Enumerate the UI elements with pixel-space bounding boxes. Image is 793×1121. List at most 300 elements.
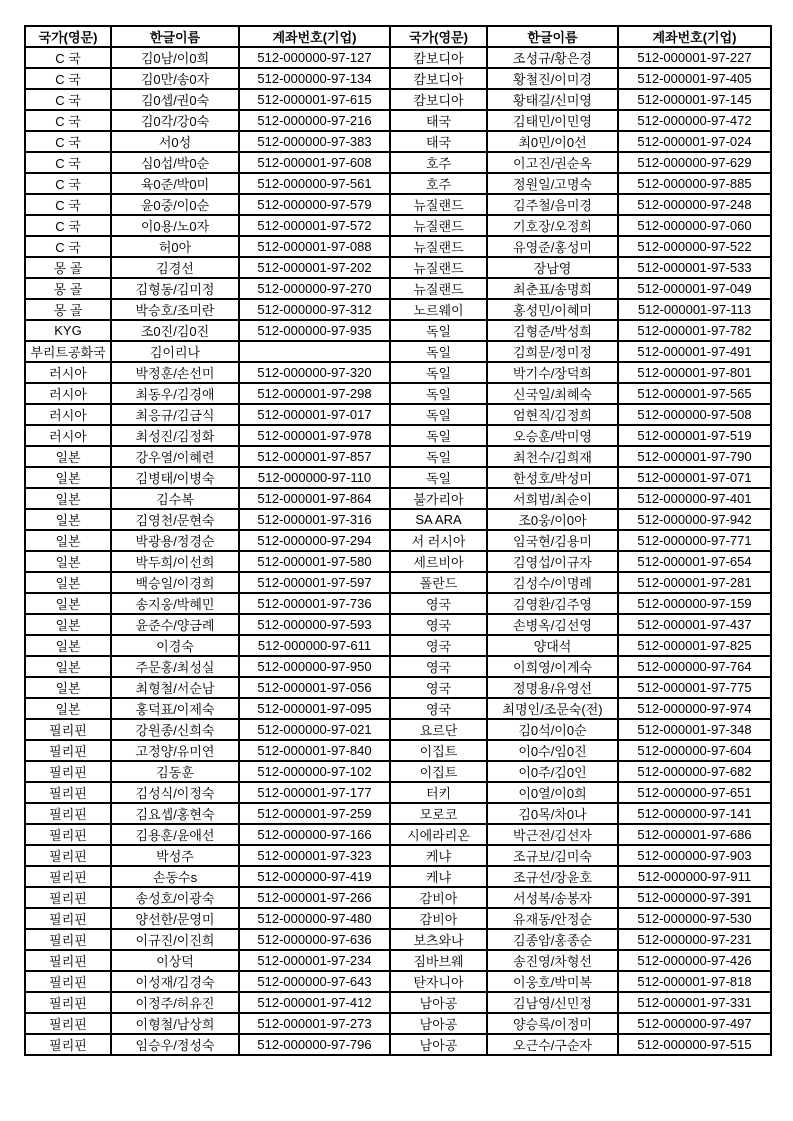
- country-cell: C 국: [25, 110, 111, 131]
- name-cell: 홍성민/이혜미: [487, 299, 618, 320]
- name-cell: 김형동/김미정: [111, 278, 239, 299]
- name-cell: 최천수/김희재: [487, 446, 618, 467]
- country-cell: 일본: [25, 446, 111, 467]
- table-row: [25, 908, 771, 929]
- name-cell: 최0민/이0선: [487, 131, 618, 152]
- account-cell: 512-000000-97-110: [239, 467, 390, 488]
- account-cell: 512-000001-97-412: [239, 992, 390, 1013]
- country-cell: C 국: [25, 89, 111, 110]
- name-cell: 최형철/서순남: [111, 677, 239, 698]
- account-cell: 512-000001-97-608: [239, 152, 390, 173]
- account-cell: 512-000001-97-825: [618, 635, 771, 656]
- name-cell: 육0준/박0미: [111, 173, 239, 194]
- name-cell: 김남영/신민정: [487, 992, 618, 1013]
- country-cell: KYG: [25, 320, 111, 341]
- country-cell: 호주: [390, 152, 487, 173]
- account-cell: 512-000001-97-227: [618, 47, 771, 68]
- country-cell: 일본: [25, 572, 111, 593]
- country-cell: 이집트: [390, 761, 487, 782]
- account-cell: 512-000000-97-611: [239, 635, 390, 656]
- country-cell: 폴란드: [390, 572, 487, 593]
- table-row: [25, 635, 771, 656]
- country-cell: C 국: [25, 215, 111, 236]
- name-cell: 김이리나: [111, 341, 239, 362]
- country-cell: 독일: [390, 320, 487, 341]
- country-cell: 탄자니아: [390, 971, 487, 992]
- name-cell: 조0웅/이0아: [487, 509, 618, 530]
- account-cell: 512-000001-97-049: [618, 278, 771, 299]
- country-cell: 케냐: [390, 845, 487, 866]
- table-row: [25, 236, 771, 257]
- name-cell: 황철진/이미경: [487, 68, 618, 89]
- name-cell: 박성주: [111, 845, 239, 866]
- name-cell: 허0아: [111, 236, 239, 257]
- name-cell: 이0수/임0진: [487, 740, 618, 761]
- country-cell: 케냐: [390, 866, 487, 887]
- account-cell: [239, 341, 390, 362]
- name-cell: 이성재/김경숙: [111, 971, 239, 992]
- account-cell: 512-000001-97-686: [618, 824, 771, 845]
- country-cell: 영국: [390, 593, 487, 614]
- name-cell: 최춘표/송명희: [487, 278, 618, 299]
- account-cell: 512-000000-97-643: [239, 971, 390, 992]
- country-cell: 뉴질랜드: [390, 236, 487, 257]
- country-cell: 남아공: [390, 1034, 487, 1055]
- account-cell: 512-000001-97-840: [239, 740, 390, 761]
- name-cell: 최동우/김경애: [111, 383, 239, 404]
- country-cell: 일본: [25, 656, 111, 677]
- name-cell: 김주철/음미경: [487, 194, 618, 215]
- country-cell: 세르비아: [390, 551, 487, 572]
- account-cell: 512-000001-97-177: [239, 782, 390, 803]
- name-cell: 박승호/조미란: [111, 299, 239, 320]
- country-cell: 필리핀: [25, 950, 111, 971]
- name-cell: 오승훈/박미영: [487, 425, 618, 446]
- account-cell: 512-000001-97-266: [239, 887, 390, 908]
- account-cell: 512-000000-97-950: [239, 656, 390, 677]
- table-row: [25, 593, 771, 614]
- account-cell: 512-000001-97-056: [239, 677, 390, 698]
- country-cell: 필리핀: [25, 1013, 111, 1034]
- country-cell: 캄보디아: [390, 47, 487, 68]
- country-cell: C 국: [25, 236, 111, 257]
- table-row: [25, 320, 771, 341]
- name-cell: 강우열/이혜련: [111, 446, 239, 467]
- table-row: [25, 698, 771, 719]
- name-cell: 이상덕: [111, 950, 239, 971]
- account-cell: 512-000000-97-629: [618, 152, 771, 173]
- account-cell: 512-000001-97-801: [618, 362, 771, 383]
- table-row: [25, 110, 771, 131]
- name-cell: 이0용/노0자: [111, 215, 239, 236]
- country-cell: 독일: [390, 362, 487, 383]
- name-cell: 김경선: [111, 257, 239, 278]
- table-row: [25, 656, 771, 677]
- table-row: [25, 362, 771, 383]
- name-cell: 조규선/장윤호: [487, 866, 618, 887]
- country-cell: 시에라리온: [390, 824, 487, 845]
- country-cell: 필리핀: [25, 866, 111, 887]
- country-cell: 캄보디아: [390, 89, 487, 110]
- table-row: [25, 152, 771, 173]
- country-cell: 뉴질랜드: [390, 194, 487, 215]
- name-cell: 조0진/김0진: [111, 320, 239, 341]
- account-cell: 512-000001-97-790: [618, 446, 771, 467]
- country-cell: 뉴질랜드: [390, 278, 487, 299]
- name-cell: 김0목/차0나: [487, 803, 618, 824]
- table-row: [25, 530, 771, 551]
- name-cell: 윤0중/이0순: [111, 194, 239, 215]
- account-cell: 512-000001-97-654: [618, 551, 771, 572]
- name-cell: 김0남/이0희: [111, 47, 239, 68]
- account-cell: 512-000000-97-248: [618, 194, 771, 215]
- account-cell: 512-000000-97-134: [239, 68, 390, 89]
- country-cell: 필리핀: [25, 929, 111, 950]
- country-cell: 영국: [390, 677, 487, 698]
- country-cell: 불가리아: [390, 488, 487, 509]
- account-cell: 512-000001-97-024: [618, 131, 771, 152]
- table-row: [25, 719, 771, 740]
- name-cell: 주문홍/최성실: [111, 656, 239, 677]
- table-row: [25, 383, 771, 404]
- name-cell: 최응규/김금식: [111, 404, 239, 425]
- account-cell: 512-000000-97-320: [239, 362, 390, 383]
- name-cell: 신국일/최혜숙: [487, 383, 618, 404]
- name-cell: 윤준수/양금례: [111, 614, 239, 635]
- name-cell: 강원종/신희숙: [111, 719, 239, 740]
- name-cell: 김영환/김주영: [487, 593, 618, 614]
- country-cell: 필리핀: [25, 845, 111, 866]
- name-cell: 박기수/장덕희: [487, 362, 618, 383]
- account-cell: 512-000000-97-294: [239, 530, 390, 551]
- account-cell: 512-000001-97-978: [239, 425, 390, 446]
- account-cell: 512-000001-97-071: [618, 467, 771, 488]
- country-cell: 뉴질랜드: [390, 215, 487, 236]
- country-cell: 필리핀: [25, 824, 111, 845]
- account-cell: 512-000001-97-736: [239, 593, 390, 614]
- account-cell: 512-000001-97-782: [618, 320, 771, 341]
- table-row: [25, 845, 771, 866]
- name-cell: 기호장/오정희: [487, 215, 618, 236]
- account-cell: 512-000001-97-298: [239, 383, 390, 404]
- account-cell: 512-000001-97-775: [618, 677, 771, 698]
- country-cell: 터키: [390, 782, 487, 803]
- table-row: [25, 971, 771, 992]
- account-cell: 512-000001-97-572: [239, 215, 390, 236]
- account-cell: 512-000001-97-202: [239, 257, 390, 278]
- account-cell: 512-000001-97-273: [239, 1013, 390, 1034]
- name-cell: 서성복/송봉자: [487, 887, 618, 908]
- name-cell: 박정훈/손선미: [111, 362, 239, 383]
- country-cell: 남아공: [390, 1013, 487, 1034]
- name-cell: 송성호/이광숙: [111, 887, 239, 908]
- account-cell: 512-000000-97-771: [618, 530, 771, 551]
- header-account-5: 계좌번호(기업): [618, 26, 771, 47]
- name-cell: 이경숙: [111, 635, 239, 656]
- name-cell: 김영섭/이규자: [487, 551, 618, 572]
- account-cell: 512-000001-97-088: [239, 236, 390, 257]
- account-cell: 512-000001-97-348: [618, 719, 771, 740]
- table-row: [25, 614, 771, 635]
- header-account-2: 계좌번호(기업): [239, 26, 390, 47]
- account-cell: 512-000001-97-580: [239, 551, 390, 572]
- country-cell: 모로코: [390, 803, 487, 824]
- country-cell: 몽 골: [25, 257, 111, 278]
- name-cell: 임국현/김용미: [487, 530, 618, 551]
- country-cell: 부리트공화국: [25, 341, 111, 362]
- table-row: [25, 278, 771, 299]
- account-cell: 512-000000-97-604: [618, 740, 771, 761]
- country-cell: 일본: [25, 614, 111, 635]
- account-cell: 512-000001-97-597: [239, 572, 390, 593]
- name-cell: 양선한/문영미: [111, 908, 239, 929]
- country-cell: 필리핀: [25, 761, 111, 782]
- account-cell: 512-000001-97-281: [618, 572, 771, 593]
- account-cell: 512-000000-97-141: [618, 803, 771, 824]
- country-cell: 캄보디아: [390, 68, 487, 89]
- country-cell: 필리핀: [25, 782, 111, 803]
- account-cell: 512-000000-97-561: [239, 173, 390, 194]
- account-cell: 512-000001-97-145: [618, 89, 771, 110]
- table-row: [25, 446, 771, 467]
- account-cell: 512-000001-97-259: [239, 803, 390, 824]
- country-cell: 일본: [25, 677, 111, 698]
- account-cell: 512-000001-97-113: [618, 299, 771, 320]
- country-cell: 보츠와나: [390, 929, 487, 950]
- name-cell: 송지웅/박혜민: [111, 593, 239, 614]
- name-cell: 김병태/이병숙: [111, 467, 239, 488]
- account-cell: 512-000001-97-017: [239, 404, 390, 425]
- country-cell: C 국: [25, 47, 111, 68]
- country-cell: 노르웨이: [390, 299, 487, 320]
- name-cell: 박두희/이선희: [111, 551, 239, 572]
- country-cell: 일본: [25, 635, 111, 656]
- country-cell: 일본: [25, 488, 111, 509]
- name-cell: 정원일/고명숙: [487, 173, 618, 194]
- table-row: [25, 215, 771, 236]
- account-cell: 512-000000-97-764: [618, 656, 771, 677]
- name-cell: 김형준/박성희: [487, 320, 618, 341]
- account-cell: 512-000000-97-497: [618, 1013, 771, 1034]
- country-cell: 독일: [390, 425, 487, 446]
- country-cell: 짐바브웨: [390, 950, 487, 971]
- table-row: [25, 929, 771, 950]
- country-cell: 몽 골: [25, 299, 111, 320]
- country-cell: 영국: [390, 614, 487, 635]
- account-cell: 512-000001-97-818: [618, 971, 771, 992]
- name-cell: 이웅호/박미복: [487, 971, 618, 992]
- table-row: [25, 509, 771, 530]
- account-cell: 512-000000-97-231: [618, 929, 771, 950]
- name-cell: 이형철/남상희: [111, 1013, 239, 1034]
- country-cell: 독일: [390, 467, 487, 488]
- account-cell: 512-000000-97-102: [239, 761, 390, 782]
- header-name-1: 한글이름: [111, 26, 239, 47]
- country-cell: 독일: [390, 383, 487, 404]
- country-cell: 러시아: [25, 362, 111, 383]
- name-cell: 김0만/송0자: [111, 68, 239, 89]
- account-cell: 512-000001-97-331: [618, 992, 771, 1013]
- name-cell: 김영천/문현숙: [111, 509, 239, 530]
- name-cell: 이규진/이진희: [111, 929, 239, 950]
- name-cell: 손병옥/김선영: [487, 614, 618, 635]
- name-cell: 이희영/이계숙: [487, 656, 618, 677]
- country-cell: 일본: [25, 698, 111, 719]
- name-cell: 양승록/이정미: [487, 1013, 618, 1034]
- table-row: [25, 404, 771, 425]
- country-cell: 러시아: [25, 383, 111, 404]
- account-cell: 512-000000-97-579: [239, 194, 390, 215]
- account-cell: 512-000000-97-530: [618, 908, 771, 929]
- table-row: [25, 1013, 771, 1034]
- country-cell: 태국: [390, 131, 487, 152]
- country-cell: 일본: [25, 509, 111, 530]
- account-cell: 512-000000-97-636: [239, 929, 390, 950]
- account-cell: 512-000000-97-480: [239, 908, 390, 929]
- country-cell: 일본: [25, 593, 111, 614]
- name-cell: 김성식/이정숙: [111, 782, 239, 803]
- header-row: [25, 26, 771, 47]
- account-cell: 512-000001-97-437: [618, 614, 771, 635]
- country-cell: 러시아: [25, 404, 111, 425]
- name-cell: 심0섭/박0순: [111, 152, 239, 173]
- account-cell: 512-000000-97-159: [618, 593, 771, 614]
- account-cell: 512-000000-97-021: [239, 719, 390, 740]
- account-cell: 512-000001-97-864: [239, 488, 390, 509]
- table-row: [25, 1034, 771, 1055]
- table-row: [25, 467, 771, 488]
- country-cell: 필리핀: [25, 887, 111, 908]
- country-cell: 독일: [390, 446, 487, 467]
- name-cell: 김희문/정미정: [487, 341, 618, 362]
- country-cell: SA ARA: [390, 509, 487, 530]
- table-row: [25, 950, 771, 971]
- account-cell: 512-000000-97-270: [239, 278, 390, 299]
- table-row: [25, 257, 771, 278]
- table-row: [25, 341, 771, 362]
- table-row: [25, 572, 771, 593]
- name-cell: 고정양/유미연: [111, 740, 239, 761]
- account-cell: 512-000001-97-323: [239, 845, 390, 866]
- table-row: [25, 803, 771, 824]
- name-cell: 이0열/이0희: [487, 782, 618, 803]
- table-row: [25, 488, 771, 509]
- account-cell: 512-000001-97-533: [618, 257, 771, 278]
- account-cell: 512-000000-97-166: [239, 824, 390, 845]
- name-cell: 김요셉/홍현숙: [111, 803, 239, 824]
- account-cell: 512-000000-97-903: [618, 845, 771, 866]
- country-cell: 필리핀: [25, 1034, 111, 1055]
- country-cell: 필리핀: [25, 740, 111, 761]
- country-cell: 감비아: [390, 887, 487, 908]
- country-cell: 영국: [390, 656, 487, 677]
- country-cell: 요르단: [390, 719, 487, 740]
- account-cell: 512-000000-97-426: [618, 950, 771, 971]
- name-cell: 최명인/조문숙(전): [487, 698, 618, 719]
- account-cell: 512-000000-97-401: [618, 488, 771, 509]
- name-cell: 엄현직/김정희: [487, 404, 618, 425]
- country-cell: C 국: [25, 131, 111, 152]
- name-cell: 김성수/이명례: [487, 572, 618, 593]
- table-row: [25, 47, 771, 68]
- name-cell: 손동수s: [111, 866, 239, 887]
- country-cell: 남아공: [390, 992, 487, 1013]
- name-cell: 서0성: [111, 131, 239, 152]
- country-cell: 이집트: [390, 740, 487, 761]
- name-cell: 이정주/허유진: [111, 992, 239, 1013]
- account-cell: 512-000001-97-615: [239, 89, 390, 110]
- account-cell: 512-000000-97-472: [618, 110, 771, 131]
- name-cell: 유재동/안정순: [487, 908, 618, 929]
- country-cell: 몽 골: [25, 278, 111, 299]
- account-cell: 512-000000-97-885: [618, 173, 771, 194]
- account-cell: 512-000001-97-405: [618, 68, 771, 89]
- name-cell: 백승일/이경희: [111, 572, 239, 593]
- account-cell: 512-000001-97-095: [239, 698, 390, 719]
- country-cell: 필리핀: [25, 719, 111, 740]
- table-row: [25, 425, 771, 446]
- header-name-4: 한글이름: [487, 26, 618, 47]
- name-cell: 조성규/황은경: [487, 47, 618, 68]
- account-cell: 512-000000-97-515: [618, 1034, 771, 1055]
- table-row: [25, 740, 771, 761]
- country-cell: 일본: [25, 551, 111, 572]
- table-row: [25, 194, 771, 215]
- name-cell: 양대석: [487, 635, 618, 656]
- account-cell: 512-000001-97-316: [239, 509, 390, 530]
- country-cell: 독일: [390, 341, 487, 362]
- account-cell: 512-000000-97-522: [618, 236, 771, 257]
- account-cell: 512-000000-97-508: [618, 404, 771, 425]
- table-row: [25, 677, 771, 698]
- name-cell: 홍덕표/이제숙: [111, 698, 239, 719]
- account-cell: 512-000000-97-593: [239, 614, 390, 635]
- account-cell: 512-000001-97-857: [239, 446, 390, 467]
- country-cell: C 국: [25, 173, 111, 194]
- table-row: [25, 824, 771, 845]
- name-cell: 박근전/김선자: [487, 824, 618, 845]
- account-cell: 512-000000-97-383: [239, 131, 390, 152]
- country-cell: C 국: [25, 194, 111, 215]
- account-cell: 512-000000-97-974: [618, 698, 771, 719]
- name-cell: 김동훈: [111, 761, 239, 782]
- name-cell: 송진영/차형선: [487, 950, 618, 971]
- account-cell: 512-000000-97-419: [239, 866, 390, 887]
- account-cell: 512-000000-97-935: [239, 320, 390, 341]
- account-cell: 512-000000-97-651: [618, 782, 771, 803]
- table-row: [25, 299, 771, 320]
- country-cell: C 국: [25, 68, 111, 89]
- country-cell: 필리핀: [25, 803, 111, 824]
- name-cell: 이0주/김0인: [487, 761, 618, 782]
- account-cell: 512-000000-97-911: [618, 866, 771, 887]
- account-cell: 512-000000-97-391: [618, 887, 771, 908]
- country-cell: 필리핀: [25, 971, 111, 992]
- name-cell: 황태길/신미영: [487, 89, 618, 110]
- account-cell: 512-000000-97-216: [239, 110, 390, 131]
- table-row: [25, 992, 771, 1013]
- table-row: [25, 173, 771, 194]
- account-cell: 512-000000-97-060: [618, 215, 771, 236]
- header-country-0: 국가(영문): [25, 26, 111, 47]
- table-row: [25, 887, 771, 908]
- country-cell: 영국: [390, 635, 487, 656]
- account-cell: 512-000000-97-682: [618, 761, 771, 782]
- name-cell: 서희범/최순이: [487, 488, 618, 509]
- name-cell: 한성호/박성미: [487, 467, 618, 488]
- name-cell: 유영준/홍성미: [487, 236, 618, 257]
- name-cell: 이고진/권순옥: [487, 152, 618, 173]
